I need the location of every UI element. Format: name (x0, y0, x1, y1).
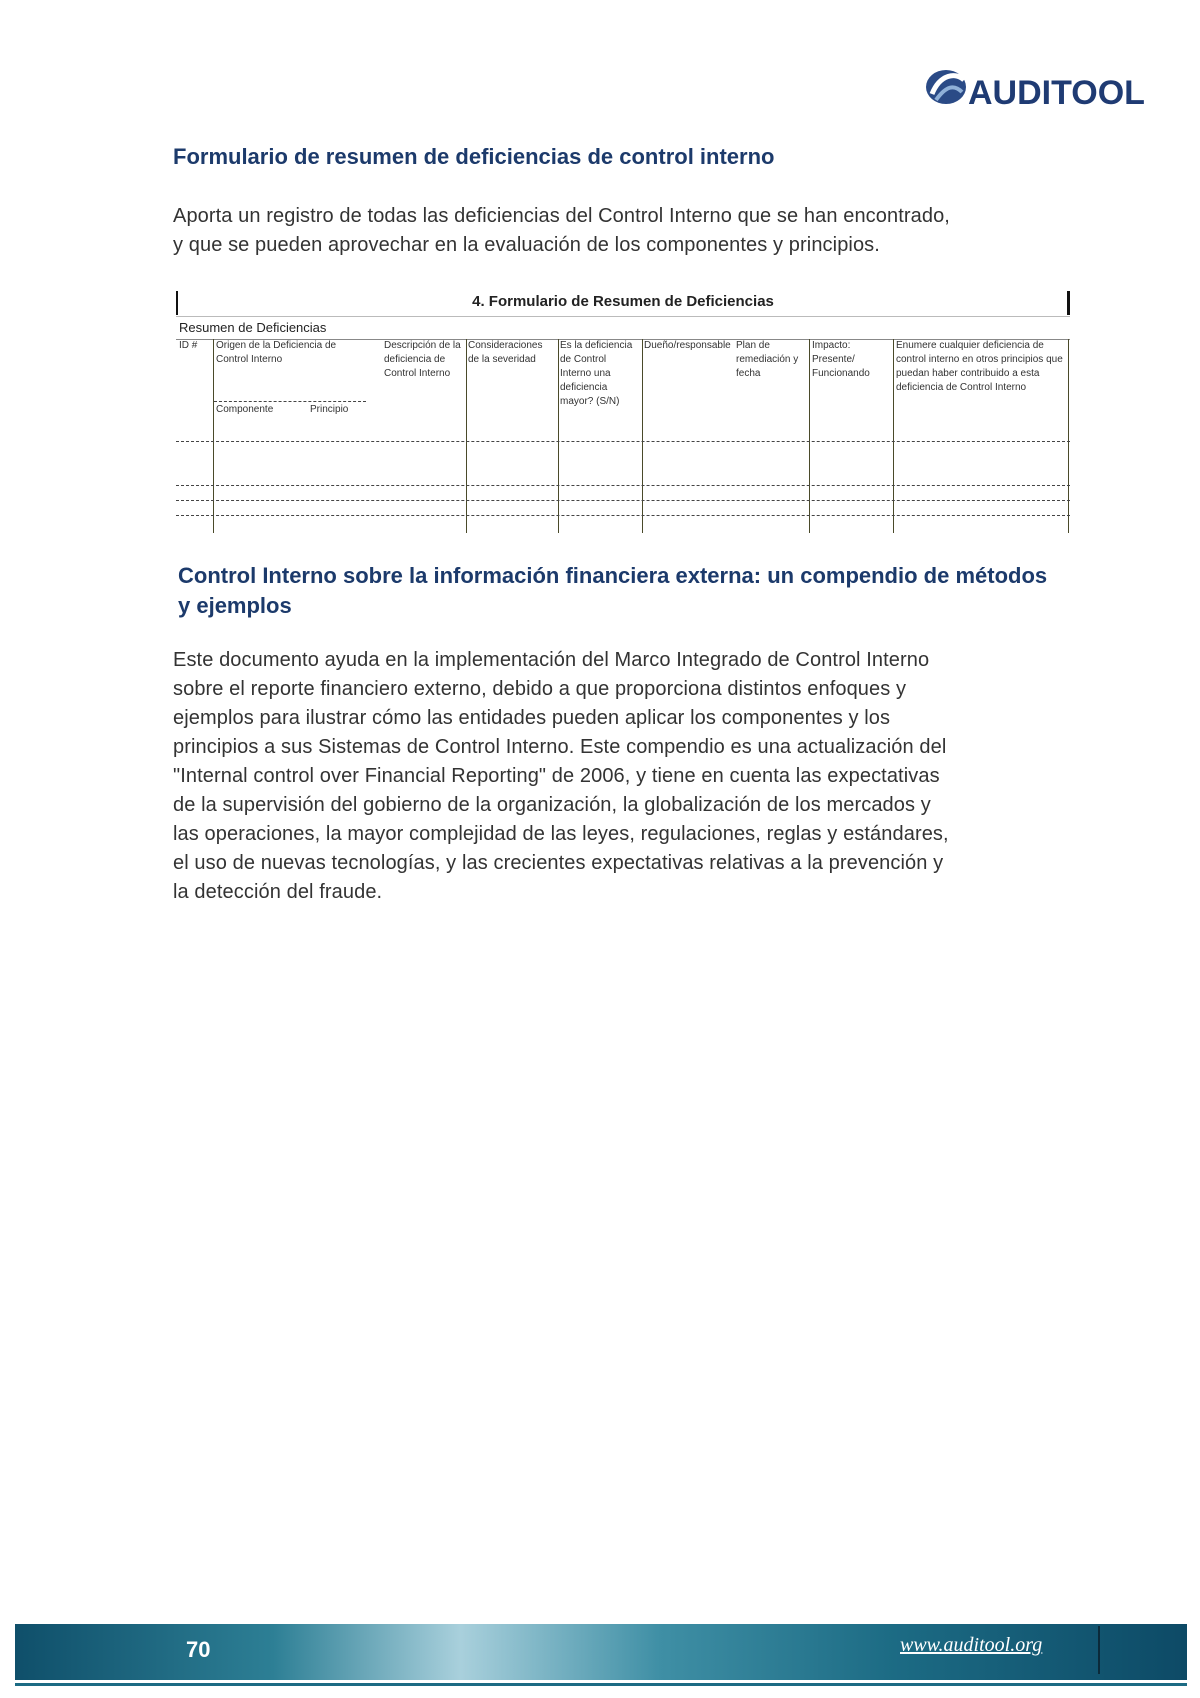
column-divider (1068, 339, 1069, 533)
column-divider (558, 339, 559, 533)
paragraph-line: el uso de nuevas tecnologías, y las crecientes expectativas relativas a la prevención y (173, 852, 944, 874)
paragraph-line: y que se pueden aprovechar en la evaluación de los componentes y principios. (173, 234, 880, 256)
section-title-deficiencias: Formulario de resumen de deficiencias de control interno (173, 144, 775, 169)
paragraph-line: ejemplos para ilustrar cómo las entidades pueden aplicar los componentes y los (173, 707, 891, 729)
row-divider (176, 485, 1070, 486)
auditool-logo-icon (924, 64, 970, 110)
column-header-owner: Dueño/responsable (644, 340, 731, 351)
paragraph-line: la detección del fraude. (173, 881, 383, 903)
logo-text: AUDITOOL (968, 74, 1145, 112)
footer-website-link[interactable]: www.auditool.org (900, 1634, 1043, 1656)
column-divider (809, 339, 810, 533)
column-divider (642, 339, 643, 533)
paragraph-line: Este documento ayuda en la implementación del Marco Integrado de Control Interno (173, 649, 930, 671)
column-header-origin: Origen de la Deficiencia de Control Interno (216, 340, 337, 365)
paragraph-line: sobre el reporte financiero externo, debido a que proporciona distintos enfoques y (173, 678, 907, 700)
row-divider (176, 515, 1070, 516)
form-title: 4. Formulario de Resumen de Deficiencias (472, 293, 774, 310)
page-number: 70 (186, 1637, 211, 1662)
column-divider (466, 339, 467, 533)
form-subtitle: Resumen de Deficiencias (179, 320, 327, 335)
paragraph-line: las operaciones, la mayor complejidad de las leyes, regulaciones, reglas y estándares, (173, 823, 949, 845)
subcolumn-component: Componente (216, 404, 274, 415)
row-divider (176, 500, 1070, 501)
paragraph-line: de la supervisión del gobierno de la organización, la globalización de los mercados y (173, 794, 931, 816)
subcolumn-principle: Principio (310, 404, 349, 415)
column-header-id: ID # (179, 340, 198, 351)
form-header-row (176, 339, 1070, 429)
column-header-severity: Consideraciones de la severidad (468, 340, 543, 365)
column-header-other-deficiencies: Enumere cualquier deficiencia de control interno en otros principios que puedan haber contribuido a esta deficiencia de Control Interno (896, 340, 1063, 393)
section1-paragraph (173, 202, 1053, 260)
paragraph-line: "Internal control over Financial Reporting" de 2006, y tiene en cuenta las expectativas (173, 765, 940, 787)
footer-separator (1098, 1626, 1100, 1674)
column-divider (213, 339, 214, 533)
column-header-description: Descripción de la deficiencia de Control Interno (384, 340, 461, 379)
deficiency-summary-form (176, 289, 1070, 533)
form-subtitle-row (176, 316, 1070, 340)
section2-paragraph (173, 646, 1053, 907)
footer-line (15, 1683, 1187, 1686)
section-title-compendio: Control Interno sobre la información financiera externa: un compendio de métodos y ejemplos (178, 563, 1048, 618)
column-header-impact: Impacto: Presente/ Funcionando (812, 340, 870, 379)
column-header-major-deficiency: Es la deficiencia de Control Interno una deficiencia mayor? (S/N) (560, 340, 633, 407)
column-header-remediation: Plan de remediación y fecha (736, 340, 799, 379)
paragraph-line: principios a sus Sistemas de Control Interno. Este compendio es una actualización del (173, 736, 947, 758)
column-divider (893, 339, 894, 533)
auditool-logo (924, 64, 1145, 114)
origin-subdivider (214, 401, 366, 402)
paragraph-line: Aporta un registro de todas las deficiencias del Control Interno que se han encontrado, (173, 205, 950, 227)
row-divider (176, 441, 1070, 442)
